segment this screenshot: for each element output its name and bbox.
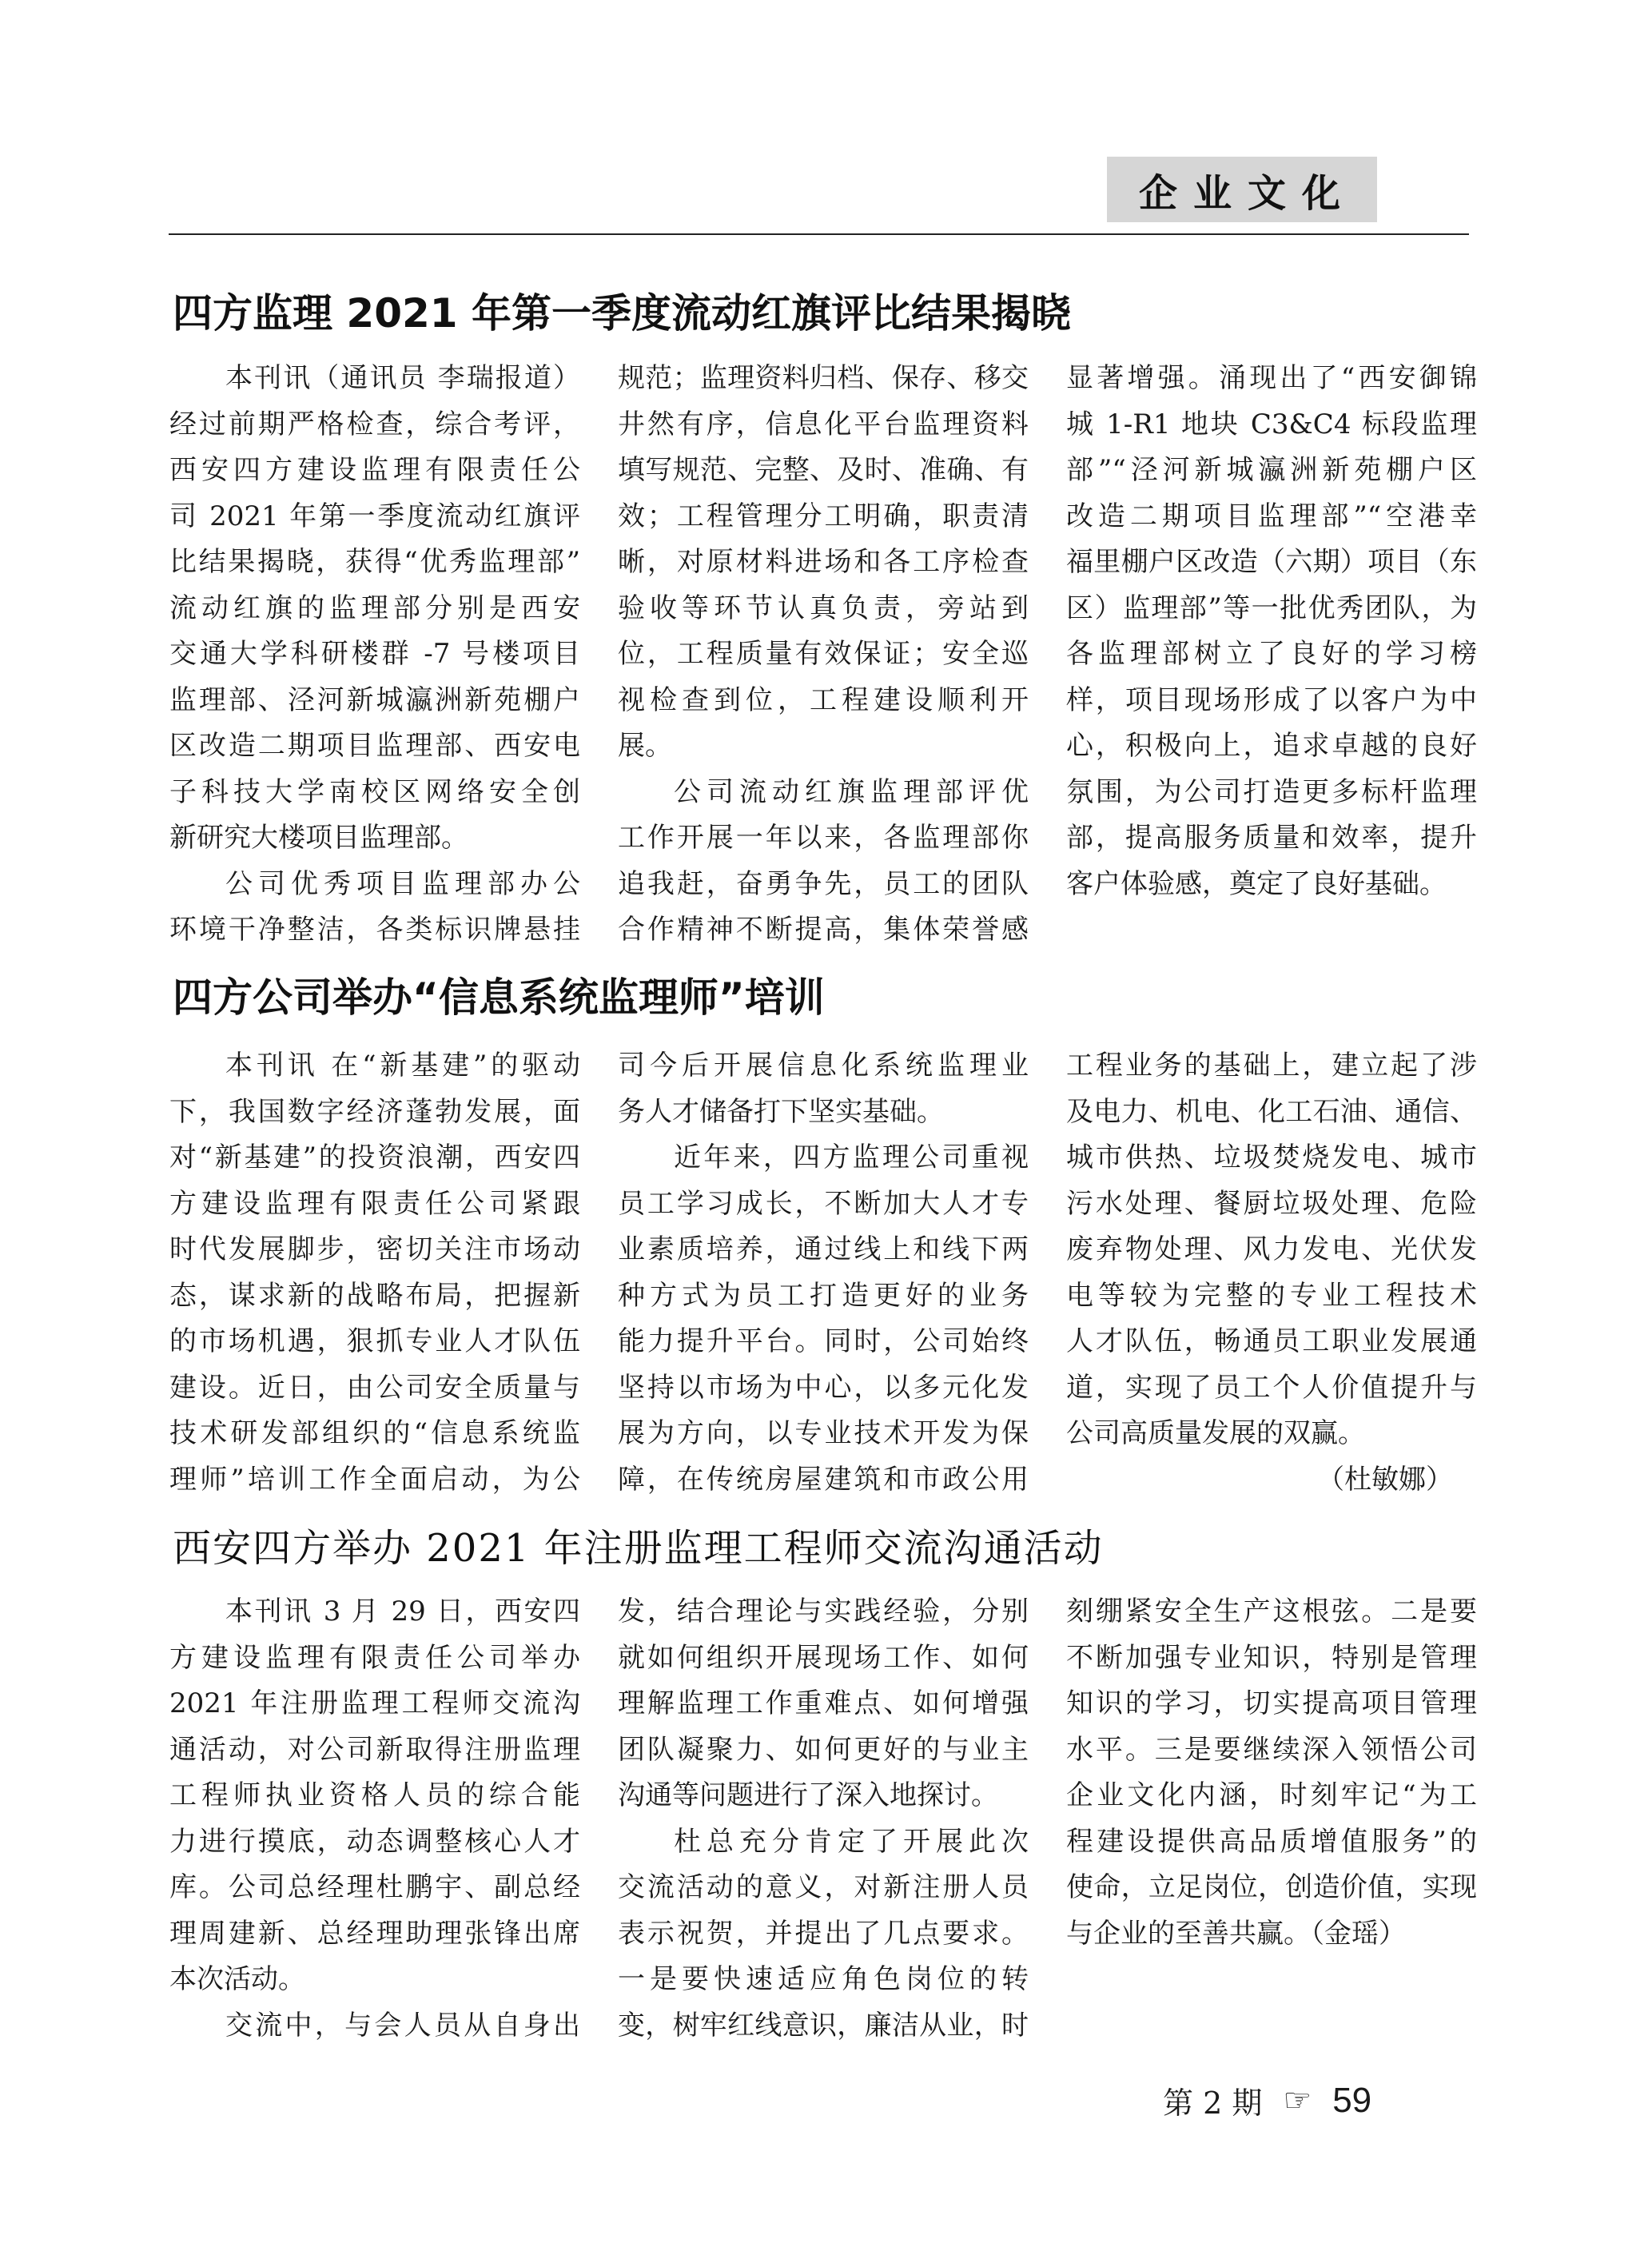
text-line: 司今后开展信息化系统监理业	[618, 1050, 1029, 1082]
text-line: 效；工程管理分工明确，职责清	[618, 500, 1029, 532]
text-line: 知识的学习，切实提高项目管理	[1066, 1687, 1477, 1719]
text-line: 合作精神不断提高，集体荣誉感	[618, 914, 1029, 946]
text-line: 监理部、泾河新城瀛洲新苑棚户	[169, 683, 580, 716]
text-line: 建设。近日，由公司安全质量与	[169, 1371, 580, 1404]
text-line: 电等较为完整的专业工程技术	[1066, 1279, 1477, 1312]
text-line: 方建设监理有限责任公司紧跟	[169, 1187, 580, 1220]
text-line: 本刊讯 在“新基建”的驱动	[225, 1050, 580, 1082]
text-line: 近年来，四方监理公司重视	[674, 1141, 1029, 1173]
text-line: 西安四方建设监理有限责任公	[169, 454, 580, 486]
text-line: 福里棚户区改造（六期）项目（东	[1066, 546, 1477, 578]
text-line: 员工学习成长，不断加大人才专	[618, 1187, 1029, 1220]
top-divider	[169, 233, 1469, 235]
text-line: 业素质培养，通过线上和线下两	[618, 1233, 1029, 1265]
text-line: 就如何组织开展现场工作、如何	[618, 1641, 1029, 1674]
text-line: 务人才储备打下坚实基础。	[618, 1095, 944, 1128]
text-line: 显著增强。涌现出了“西安御锦	[1066, 362, 1477, 394]
text-line: 公司优秀项目监理部办公	[225, 867, 580, 900]
page-number: 59	[1332, 2080, 1372, 2120]
text-line: 工程师执业资格人员的综合能	[169, 1779, 580, 1811]
article-1-title: 四方监理 2021 年第一季度流动红旗评比结果揭晓	[173, 290, 1071, 337]
text-line: 及电力、机电、化工石油、通信、	[1066, 1095, 1477, 1128]
text-line: 环境干净整洁，各类标识牌悬挂	[169, 914, 580, 946]
text-line: 交通大学科研楼群 -7 号楼项目	[169, 638, 580, 670]
text-line: 理师”培训工作全面启动，为公	[169, 1463, 580, 1496]
issue-label: 第 2 期	[1163, 2086, 1263, 2121]
article-1-column-2	[618, 356, 1029, 954]
page-footer	[1163, 2078, 1371, 2122]
text-line: 位，工程质量有效保证；安全巡	[618, 638, 1029, 670]
text-line: （杜敏娜）	[1317, 1463, 1453, 1496]
text-line: 本刊讯 3 月 29 日，西安四	[225, 1596, 580, 1627]
text-line: 区改造二期项目监理部、西安电	[169, 730, 580, 762]
article-1-column-3	[1066, 356, 1477, 907]
text-line: 变，树牢红线意识，廉洁从业，时	[618, 2009, 1029, 2042]
text-line: 与企业的至善共赢。（金瑶）	[1066, 1917, 1406, 1950]
text-line: 企业文化内涵，时刻牢记“为工	[1066, 1779, 1477, 1811]
article-2-column-3	[1066, 1043, 1477, 1503]
text-line: 区）监理部”等一批优秀团队，为	[1066, 592, 1477, 624]
pointing-hand-icon: ☞	[1283, 2082, 1312, 2119]
text-line: 废弃物处理、风力发电、光伏发	[1066, 1233, 1477, 1265]
article-3-title: 西安四方举办 2021 年注册监理工程师交流沟通活动	[173, 1526, 1104, 1571]
article-1-column-1	[169, 356, 580, 954]
text-line: 心，积极向上，追求卓越的良好	[1066, 730, 1477, 762]
text-line: 使命，立足岗位，创造价值，实现	[1066, 1871, 1477, 1903]
text-line: 晰，对原材料进场和各工序检查	[618, 546, 1029, 578]
article-3-column-2	[618, 1589, 1029, 2049]
text-line: 展。	[618, 730, 672, 762]
text-line: 态，谋求新的战略布局，把握新	[169, 1279, 580, 1312]
text-line: 验收等环节认真负责，旁站到	[618, 592, 1029, 624]
text-line: 公司高质量发展的双赢。	[1066, 1417, 1365, 1449]
text-line: 展为方向，以专业技术开发为保	[618, 1417, 1029, 1449]
text-line: 子科技大学南校区网络安全创	[169, 775, 580, 808]
text-line: 发，结合理论与实践经验，分别	[618, 1596, 1029, 1627]
article-2-title: 四方公司举办“信息系统监理师”培训	[173, 974, 825, 1021]
text-line: 氛围，为公司打造更多标杆监理	[1066, 775, 1477, 808]
text-line: 对“新基建”的投资浪潮，西安四	[169, 1141, 580, 1173]
text-line: 程建设提供高品质增值服务”的	[1066, 1825, 1477, 1858]
text-line: 比结果揭晓，获得“优秀监理部”	[169, 546, 580, 578]
text-line: 新研究大楼项目监理部。	[169, 822, 468, 854]
text-line: 城 1-R1 地块 C3&C4 标段监理	[1066, 408, 1477, 440]
text-line: 种方式为员工打造更好的业务	[618, 1279, 1029, 1312]
text-line: 一是要快速适应角色岗位的转	[618, 1963, 1029, 1995]
text-line: 能力提升平台。同时，公司始终	[618, 1325, 1029, 1357]
text-line: 部”“泾河新城瀛洲新苑棚户区	[1066, 454, 1477, 486]
text-line: 通活动，对公司新取得注册监理	[169, 1733, 580, 1766]
text-line: 方建设监理有限责任公司举办	[169, 1641, 580, 1674]
text-line: 城市供热、垃圾焚烧发电、城市	[1066, 1141, 1477, 1173]
text-line: 视检查到位，工程建设顺利开	[618, 683, 1029, 716]
text-line: 工作开展一年以来，各监理部你	[618, 822, 1029, 854]
text-line: 流动红旗的监理部分别是西安	[169, 592, 580, 624]
text-line: 改造二期项目监理部”“空港幸	[1066, 500, 1477, 532]
text-line: 人才队伍，畅通员工职业发展通	[1066, 1325, 1477, 1357]
text-line: 工程业务的基础上，建立起了涉	[1066, 1050, 1477, 1082]
text-line: 交流中，与会人员从自身出	[225, 2009, 580, 2042]
text-line: 客户体验感，奠定了良好基础。	[1066, 867, 1447, 900]
text-line: 司 2021 年第一季度流动红旗评	[169, 500, 580, 532]
article-3-column-3	[1066, 1589, 1477, 1957]
text-line: 交流活动的意义，对新注册人员	[618, 1871, 1029, 1903]
text-line: 追我赶，奋勇争先，员工的团队	[618, 867, 1029, 900]
text-line: 理解监理工作重难点、如何增强	[618, 1687, 1029, 1719]
text-line: 库。公司总经理杜鹏宇、副总经	[169, 1871, 580, 1903]
section-tag: 企业文化	[1107, 157, 1377, 222]
text-line: 本次活动。	[169, 1963, 305, 1995]
text-line: 2021 年注册监理工程师交流沟	[169, 1687, 580, 1719]
text-line: 填写规范、完整、及时、准确、有	[618, 454, 1029, 486]
text-line: 障，在传统房屋建筑和市政公用	[618, 1463, 1029, 1496]
text-line: 的市场机遇，狠抓专业人才队伍	[169, 1325, 580, 1357]
text-line: 下，我国数字经济蓬勃发展，面	[169, 1095, 580, 1128]
text-line: 规范；监理资料归档、保存、移交	[618, 362, 1029, 394]
article-2-column-2	[618, 1043, 1029, 1503]
article-3-column-1	[169, 1589, 580, 2049]
text-line: 水平。三是要继续深入领悟公司	[1066, 1733, 1477, 1766]
text-line: 污水处理、餐厨垃圾处理、危险	[1066, 1187, 1477, 1220]
text-line: 不断加强专业知识，特别是管理	[1066, 1641, 1477, 1674]
text-line: 表示祝贺，并提出了几点要求。	[618, 1917, 1029, 1950]
text-line: 本刊讯（通讯员 李瑞报道）	[225, 362, 580, 394]
text-line: 技术研发部组织的“信息系统监	[169, 1417, 580, 1449]
article-2-column-1	[169, 1043, 580, 1503]
text-line: 团队凝聚力、如何更好的与业主	[618, 1733, 1029, 1766]
text-line: 井然有序，信息化平台监理资料	[618, 408, 1029, 440]
text-line: 道，实现了员工个人价值提升与	[1066, 1371, 1477, 1404]
text-line: 坚持以市场为中心，以多元化发	[618, 1371, 1029, 1404]
text-line: 时代发展脚步，密切关注市场动	[169, 1233, 580, 1265]
text-line: 杜总充分肯定了开展此次	[674, 1825, 1029, 1858]
text-line: 力进行摸底，动态调整核心人才	[169, 1825, 580, 1858]
text-line: 样，项目现场形成了以客户为中	[1066, 683, 1477, 716]
text-line: 各监理部树立了良好的学习榜	[1066, 638, 1477, 670]
text-line: 公司流动红旗监理部评优	[674, 775, 1029, 808]
text-line: 理周建新、总经理助理张锋出席	[169, 1917, 580, 1950]
text-line: 经过前期严格检查，综合考评，	[169, 408, 580, 440]
text-line: 刻绷紧安全生产这根弦。二是要	[1066, 1596, 1477, 1627]
text-line: 部，提高服务质量和效率，提升	[1066, 822, 1477, 854]
text-line: 沟通等问题进行了深入地探讨。	[618, 1779, 998, 1811]
